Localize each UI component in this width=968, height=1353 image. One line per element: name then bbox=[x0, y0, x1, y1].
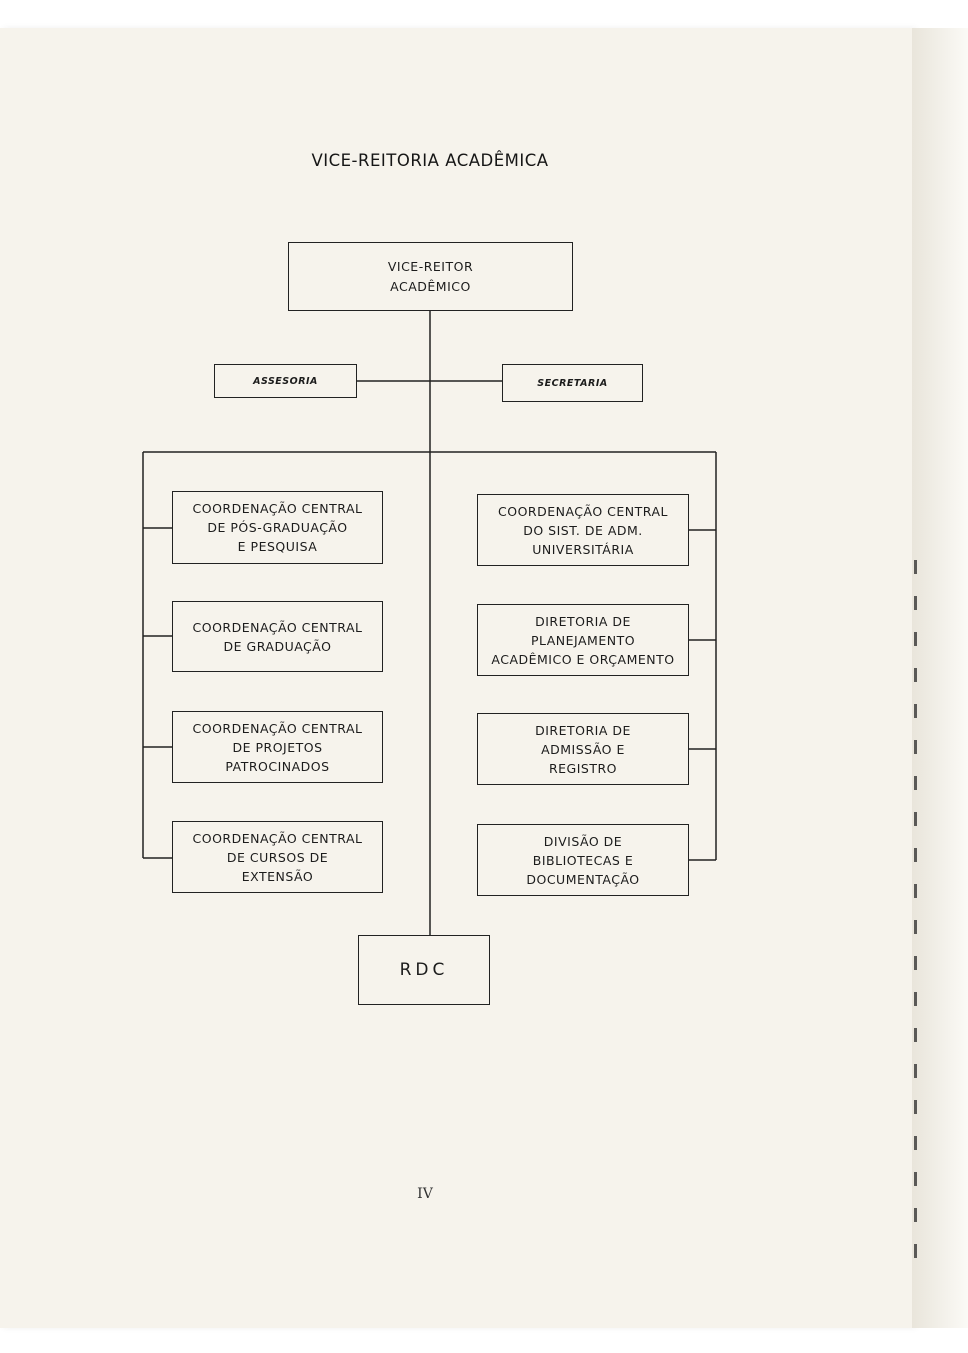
box-text-line: DE GRADUAÇÃO bbox=[223, 638, 332, 654]
rdc-box bbox=[358, 935, 490, 1005]
secretaria-box bbox=[502, 364, 643, 402]
box-text-line: DO SIST. DE ADM. bbox=[523, 522, 643, 538]
box-text-line: ADMISSÃO E bbox=[541, 741, 625, 757]
bibliotecas-documentacao-box bbox=[477, 824, 689, 896]
box-text-line: ASSESORIA bbox=[253, 375, 318, 387]
box-text-line: ACADÊMICO E ORÇAMENTO bbox=[491, 651, 675, 667]
box-text-line: COORDENAÇÃO CENTRAL bbox=[192, 720, 363, 736]
box-text-line: ACADÊMICO bbox=[390, 278, 471, 294]
box-text-line: DE PROJETOS bbox=[232, 739, 323, 755]
box-text-line: COORDENAÇÃO CENTRAL bbox=[192, 619, 363, 635]
assesoria-box bbox=[214, 364, 357, 398]
page-number: IV bbox=[417, 1186, 433, 1202]
box-text-line: COORDENAÇÃO CENTRAL bbox=[192, 830, 363, 846]
chart-title: VICE-REITORIA ACADÊMICA bbox=[311, 151, 549, 170]
box-text-line: BIBLIOTECAS E bbox=[532, 852, 634, 868]
box-text-line: SECRETARIA bbox=[537, 377, 608, 389]
admissao-registro-box bbox=[477, 713, 689, 785]
adm-universitaria-box bbox=[477, 494, 689, 566]
box-text-line: DOCUMENTAÇÃO bbox=[526, 871, 640, 887]
box-text-line: DIRETORIA DE bbox=[535, 613, 631, 629]
box-text-line: DE PÓS-GRADUAÇÃO bbox=[207, 520, 348, 535]
box-text-line: COORDENAÇÃO CENTRAL bbox=[192, 501, 363, 516]
box-text-line: RDC bbox=[399, 959, 449, 980]
box-text-line: EXTENSÃO bbox=[241, 868, 314, 884]
planejamento-box bbox=[477, 604, 689, 676]
box-text-line: DIRETORIA DE bbox=[535, 722, 631, 738]
box-text-line: E PESQUISA bbox=[237, 539, 318, 554]
box-text-line: COORDENAÇÃO CENTRAL bbox=[498, 503, 668, 519]
box-text-line: DE CURSOS DE bbox=[226, 849, 329, 865]
graduacao-box bbox=[172, 601, 383, 672]
vice-reitor-box bbox=[288, 242, 573, 311]
box-text-line: UNIVERSITÁRIA bbox=[532, 541, 634, 557]
cursos-extensao-box bbox=[172, 821, 383, 893]
pos-graduacao-box bbox=[172, 491, 383, 564]
box-text-line: DIVISÃO DE bbox=[543, 833, 623, 849]
projetos-patrocinados-box bbox=[172, 711, 383, 783]
box-text-line: PATROCINADOS bbox=[225, 758, 330, 774]
box-text-line: PLANEJAMENTO bbox=[530, 632, 636, 648]
box-text-line: VICE-REITOR bbox=[387, 258, 474, 274]
box-text-line: REGISTRO bbox=[548, 760, 618, 776]
